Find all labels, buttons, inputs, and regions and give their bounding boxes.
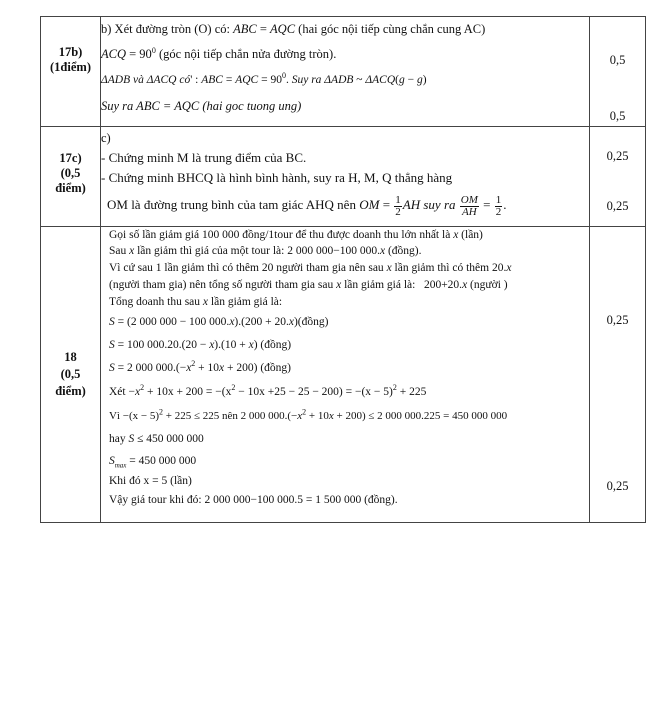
question-number: 18: [64, 350, 77, 364]
question-points: (0,5: [60, 166, 81, 180]
score: 0,25: [606, 479, 629, 493]
answer-content: [101, 227, 590, 523]
answer-content: [101, 127, 590, 227]
answer-line: Gọi số lần giảm giá 100 000 đồng/1tour để thu được doanh thu lớn nhất là x (lần): [109, 229, 483, 241]
row-18: [41, 227, 646, 523]
score: 0,5: [609, 109, 626, 123]
answer-line: Tổng doanh thu sau x lần giảm giá là:: [109, 296, 283, 308]
score: 0,25: [606, 149, 629, 163]
answer-line: ΔADB và ΔACQ có' : ABC = AQC = $90^0$. Suy ra ΔADB ~ ΔACQ(g − g): [101, 71, 427, 86]
answer-line: S = 2 000 $000.(-x^2 + 10x + 200)$ (đồng): [109, 359, 292, 374]
question-points: (0,5: [60, 367, 81, 381]
question-points-unit: điểm): [55, 384, 86, 398]
answer-line: b) Xét đường tròn (O) có: ABC = AQC (hai góc nội tiếp cùng chắn cung AC): [101, 22, 486, 36]
answer-line: Khi đó x = 5 (lần): [109, 475, 192, 487]
score: 0,5: [609, 53, 626, 67]
answer-line: - Chứng minh BHCQ là hình bình hành, suy ra H, M, Q thẳng hàng: [101, 170, 453, 185]
answer-line: Vậy giá tour khi đó: 2 000 000−100 000.5 = 1 500 000 (đồng).: [109, 494, 398, 506]
row-label: [41, 17, 101, 127]
row-17c: [41, 127, 646, 227]
answer-line: Suy ra ABC = AQC (hai goc tuong ung): [101, 99, 302, 113]
question-number: 17c): [59, 151, 82, 165]
score: 0,25: [606, 313, 629, 327]
answer-line: Xét $-x^2 + 10x + 200 = -(x^2 - 10x +25 - 25 - 200) = -(x - 5)^2 + 225$: [109, 383, 427, 398]
row-17b: [41, 17, 646, 127]
score-cell: [590, 17, 646, 127]
row-label: [41, 227, 101, 523]
question-points-unit: điểm): [55, 181, 86, 195]
answer-line: S = 100 000.20.(20 − x).(10 + x) (đồng): [109, 339, 292, 351]
score-cell: [590, 227, 646, 523]
score-cell: [590, 127, 646, 227]
answer-line: OM là đường trung bình của tam giác AHQ nên OM = $\frac{1}{2}$ AH suy ra $\frac{OM}{AH}$ = $\frac{1}{2}$ .: [107, 193, 507, 218]
score: 0,25: [606, 199, 629, 213]
question-points: (1điểm): [50, 60, 91, 74]
answer-line: - Chứng minh M là trung điểm của BC.: [101, 150, 307, 165]
answer-line: Sau x lần giảm thì giá của một tour là: 2 000 000−100 000.x (đồng).: [109, 245, 422, 257]
answer-line: c): [101, 131, 111, 145]
answer-line: Vì $-(x - 5)^2 + 225 \le 225$ nên 2 000 $000.(-x^2 + 10x + 200) \le 2$ 000 000.225 = 450 000 000: [109, 407, 508, 422]
question-number: 17b): [58, 45, 83, 59]
row-label: [41, 127, 101, 227]
answer-line: $S_{max} = 450$ 000 000: [109, 455, 197, 470]
grading-table: [40, 16, 646, 523]
answer-line: hay S ≤ 450 000 000: [109, 433, 204, 445]
answer-line: ACQ = $90^0$ (góc nội tiếp chắn nửa đường tròn).: [101, 45, 337, 61]
answer-line: S = (2 000 000 − 100 000.x).(200 + 20.x)(đồng): [109, 316, 329, 328]
answer-content: [101, 17, 590, 127]
answer-line: Vì cứ sau 1 lần giảm thì có thêm 20 người tham gia nên sau x lần giảm thì có thêm 20.x: [109, 262, 512, 274]
answer-line: (người tham gia) nên tổng số người tham gia sau x lần giảm giá là: 200+20.x (người ): [109, 279, 508, 291]
